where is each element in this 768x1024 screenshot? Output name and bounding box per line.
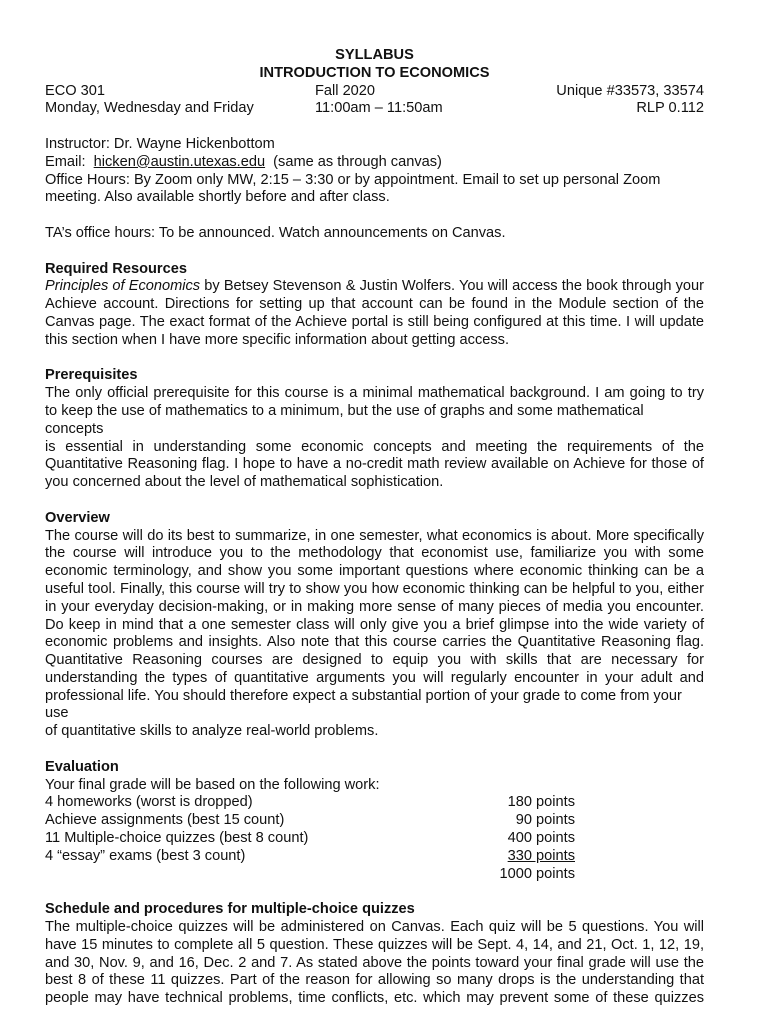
overview-line: in your everyday decision-making, or in making more sense of many pieces of media you encounter. <box>45 598 704 615</box>
meeting-room: RLP 0.112 <box>636 100 704 117</box>
prerequisites-line: The only official prerequisite for this course is a minimal mathematical background. I am going to try <box>45 385 704 402</box>
evaluation-item <box>45 812 704 830</box>
office-hours-line-1: Office Hours: By Zoom only MW, 2:15 – 3:30 or by appointment. Email to set up personal Zoom <box>45 171 661 188</box>
overview-line: understanding the types of quantitative arguments you will regularly encounter in your adult and <box>45 669 704 686</box>
prerequisites-line: to keep the use of mathematics to a minimum, but the use of graphs and some mathematical concepts <box>45 402 644 437</box>
evaluation-item <box>45 830 704 848</box>
overview-line: The course will do its best to summarize, in one semester, what economics is about. More specifically <box>45 527 704 544</box>
course-info-row <box>45 83 704 101</box>
prerequisites-heading: Prerequisites <box>45 367 138 384</box>
resources-line-3: Canvas page. The exact format of the Achieve portal is still being configured at this time. I will update <box>45 313 704 330</box>
ta-office-hours: TA’s office hours: To be announced. Watch announcements on Canvas. <box>45 224 506 241</box>
instructor-name: Instructor: Dr. Wayne Hickenbottom <box>45 135 275 152</box>
term: Fall 2020 <box>315 82 376 99</box>
instructor-email-line <box>45 154 704 172</box>
quizzes-line: best 8 of these 11 quizzes. Part of the reason for allowing so many drops is the understanding that <box>45 972 704 989</box>
evaluation-item-label: Achieve assignments (best 15 count) <box>45 812 285 829</box>
evaluation-intro: Your final grade will be based on the following work: <box>45 776 380 793</box>
email-note: (same as through canvas) <box>265 153 442 170</box>
overview-line: economic problems and insights. Also note that this course carries the Quantitative Reasoning flag. <box>45 634 704 651</box>
instructor-email-link[interactable]: hicken@austin.utexas.edu <box>93 153 266 170</box>
overview-line: useful tool. Finally, this course will try to show you how economic thinking can be helpful to you, either <box>45 580 704 597</box>
quizzes-line: The multiple-choice quizzes will be administered on Canvas. Each quiz will be 5 questions. You will <box>45 919 704 936</box>
evaluation-item <box>45 848 704 866</box>
resources-line-1: Principles of Economics by Betsey Stevenson & Justin Wolfers. You will access the book through your <box>45 278 704 295</box>
evaluation-item-label: 11 Multiple-choice quizzes (best 8 count) <box>45 830 309 847</box>
meeting-info-row <box>45 100 704 118</box>
evaluation-item-points: 330 points <box>507 847 575 864</box>
quizzes-line: people may have technical problems, time conflicts, etc. which may prevent some of these quizzes <box>45 990 704 1007</box>
office-hours-line-2: meeting. Also available shortly before and after class. <box>45 189 390 206</box>
course-number: ECO 301 <box>45 82 106 99</box>
resources-line-4: this section when I have more specific information about getting access. <box>45 331 509 348</box>
evaluation-item-points: 180 points <box>507 794 575 811</box>
quizzes-line: have 15 minutes to complete all 5 question. These quizzes will be Sept. 4, 14, and 21, Oct. 1, 12, 19, <box>45 936 704 953</box>
quizzes-line: and 30, Nov. 9, and 16, Dec. 2 and 7. As stated above the points toward your final grade will use the <box>45 954 704 971</box>
overview-line: the course will introduce you to the methodology that economist use, familiarize you with some <box>45 545 704 562</box>
resources-line-2: Achieve account. Directions for setting up that account can be found in the Module section of the <box>45 296 704 313</box>
book-title: Principles of Economics <box>45 278 201 295</box>
overview-line: Do keep in mind that a one semester class will only give you a brief glimpse into the wide variety of <box>45 616 704 633</box>
meeting-time: 11:00am – 11:50am <box>315 100 443 117</box>
evaluation-item-label: 4 homeworks (worst is dropped) <box>45 794 253 811</box>
evaluation-item-points: 400 points <box>507 830 575 847</box>
evaluation-total-row <box>45 866 704 884</box>
syllabus-title: SYLLABUS <box>335 47 414 63</box>
evaluation-item <box>45 794 704 812</box>
meeting-days: Monday, Wednesday and Friday <box>45 100 254 117</box>
overview-line: economic terminology, and show you some important questions where economic thinking can be a <box>45 563 704 580</box>
email-label: Email: <box>45 153 94 170</box>
prerequisites-line: Quantitative Reasoning flag. I hope to have a no-credit math review available on Achieve for those of <box>45 456 704 473</box>
evaluation-item-label: 4 “essay” exams (best 3 count) <box>45 847 246 864</box>
quizzes-heading: Schedule and procedures for multiple-choice quizzes <box>45 901 415 918</box>
evaluation-total: 1000 points <box>499 865 575 882</box>
evaluation-item-points: 90 points <box>515 812 575 829</box>
unique-numbers: Unique #33573, 33574 <box>556 82 704 99</box>
overview-heading: Overview <box>45 509 110 526</box>
overview-line: professional life. You should therefore expect a substantial portion of your grade to come from your use <box>45 687 682 722</box>
syllabus-page <box>45 47 704 1008</box>
overview-line: Quantitative Reasoning courses are designed to equip you with skills that are necessary for <box>45 652 704 669</box>
resources-heading: Required Resources <box>45 260 187 277</box>
prerequisites-line: you concerned about the level of mathematical sophistication. <box>45 474 444 491</box>
evaluation-heading: Evaluation <box>45 758 119 775</box>
course-title: INTRODUCTION TO ECONOMICS <box>259 64 490 81</box>
overview-line: of quantitative skills to analyze real-world problems. <box>45 723 379 740</box>
prerequisites-line: is essential in understanding some economic concepts and meeting the requirements of the <box>45 438 704 455</box>
